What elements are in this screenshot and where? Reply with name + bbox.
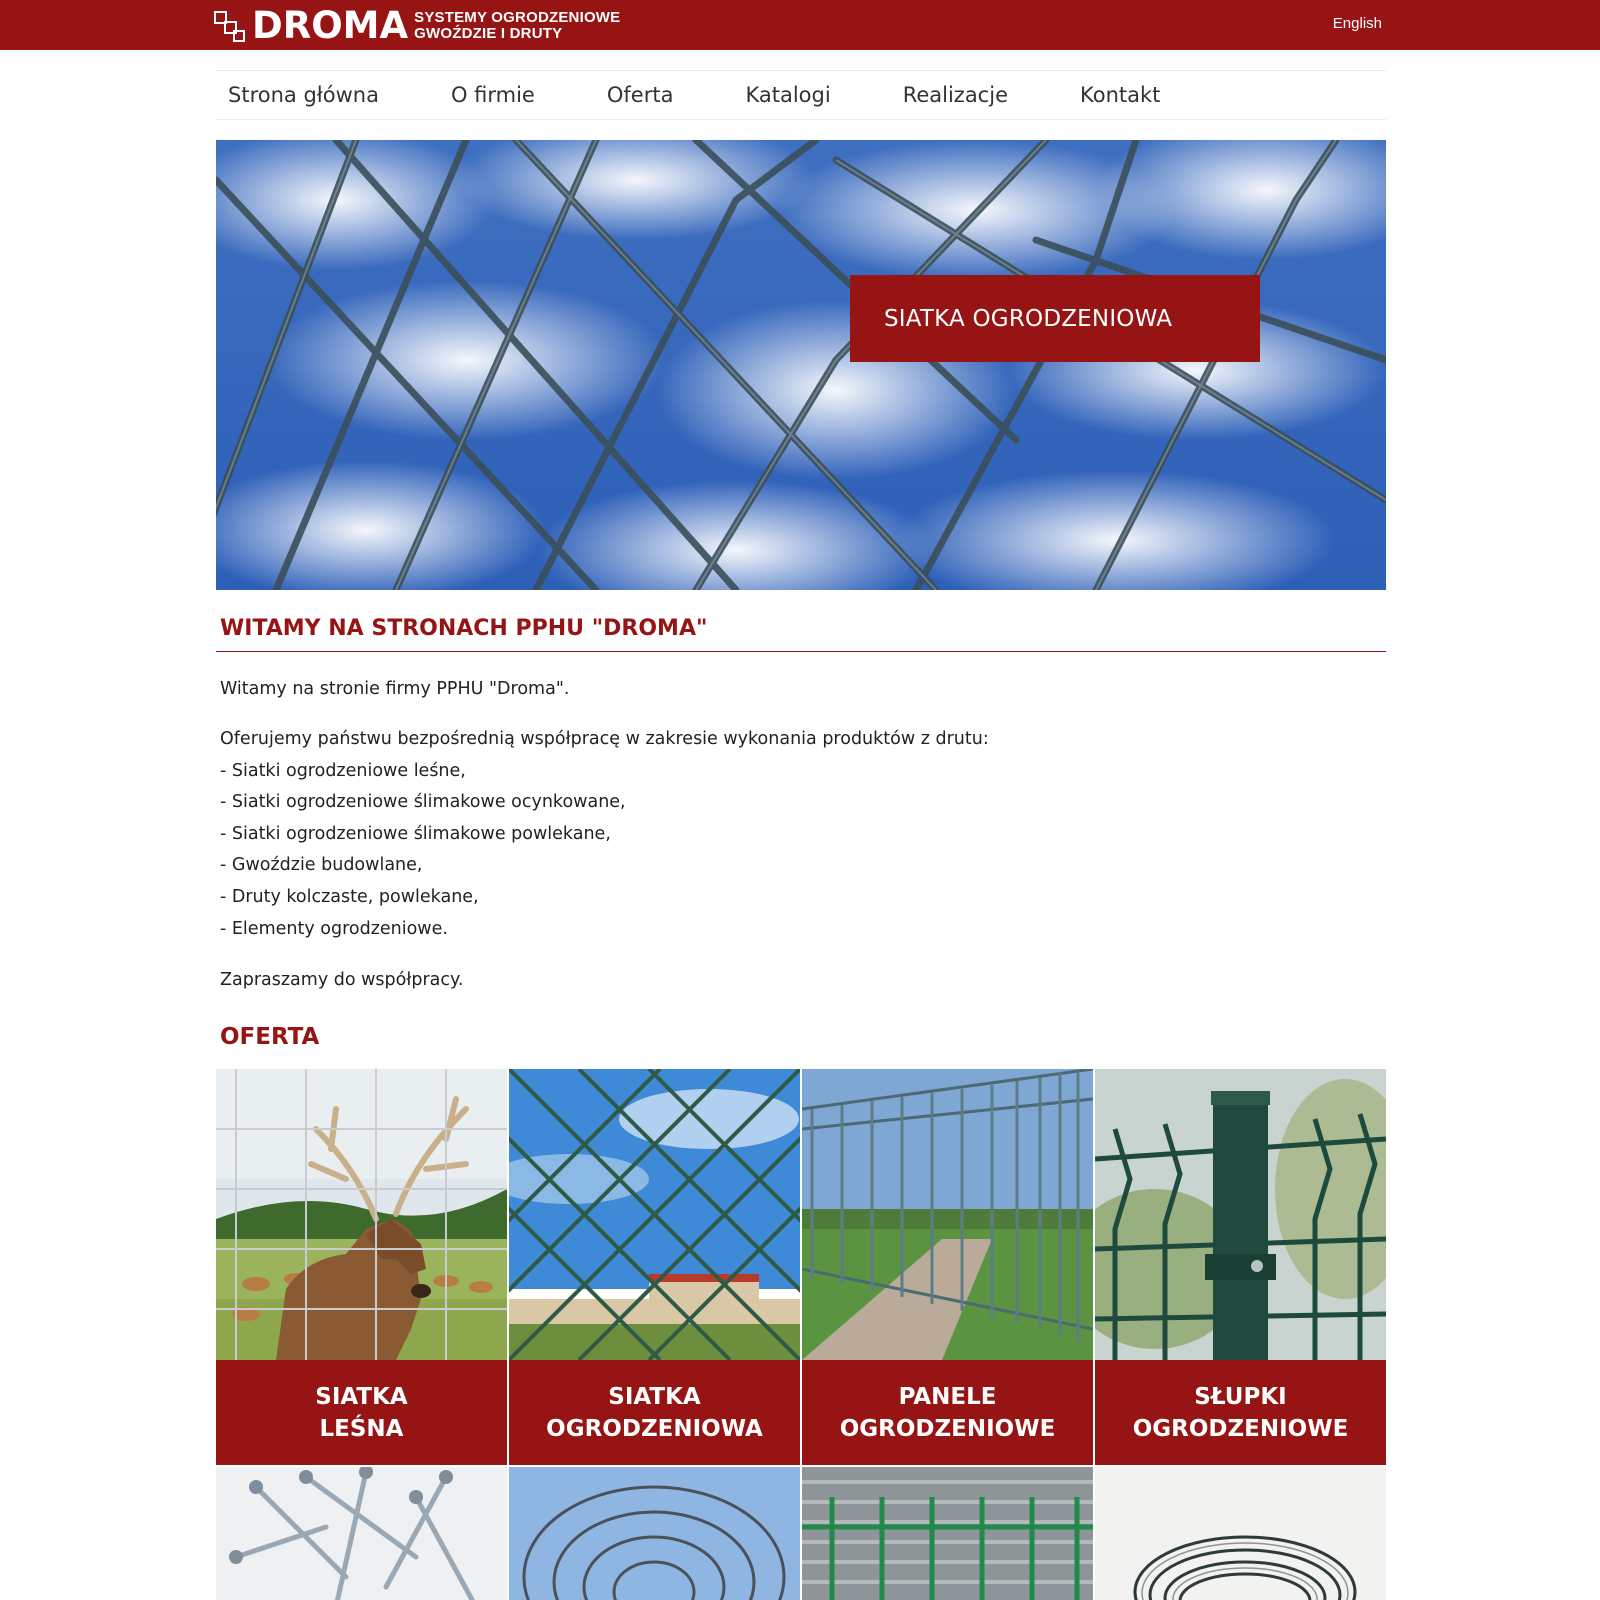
- title-divider: [216, 651, 1386, 652]
- brand-name: DROMA: [252, 4, 409, 47]
- nav-item-projects[interactable]: Realizacje: [902, 83, 1008, 107]
- fence-panels-image: [802, 1069, 1093, 1360]
- list-item: - Siatki ogrodzeniowe ślimakowe ocynkowane,: [220, 792, 626, 813]
- offer-tile-forest-mesh[interactable]: [216, 1069, 507, 1465]
- welcome-title: WITAMY NA STRONACH PPHU "DROMA": [220, 616, 708, 641]
- list-item: - Druty kolczaste, powlekane,: [220, 886, 479, 907]
- nav-item-about[interactable]: O firmie: [450, 83, 535, 107]
- offer-intro: Oferujemy państwu bezpośrednią współpracę w zakresie wykonania produktów z drutu:: [220, 729, 989, 749]
- nav-item-home[interactable]: Strona główna: [228, 83, 379, 107]
- tile-label: SŁUPKI OGRODZENIOWE: [1095, 1360, 1386, 1465]
- tile-label: PANELE OGRODZENIOWE: [802, 1360, 1093, 1465]
- language-link-english[interactable]: English: [1332, 15, 1382, 32]
- offer-tile-fence-posts[interactable]: [1095, 1069, 1386, 1465]
- tile-label: SIATKA LEŚNA: [216, 1360, 507, 1465]
- list-item: - Siatki ogrodzeniowe leśne,: [220, 760, 466, 781]
- logo[interactable]: [214, 4, 621, 47]
- hero-image-chain-link: [216, 140, 1386, 590]
- tile-label: SIATKA OGRODZENIOWA: [509, 1360, 800, 1465]
- offer-tile-wire[interactable]: [1095, 1467, 1386, 1600]
- intro-text: Witamy na stronie firmy PPHU "Droma".: [220, 679, 570, 699]
- nav-item-offer[interactable]: Oferta: [606, 83, 674, 107]
- brand-tagline: SYSTEMY OGRODZENIOWE GWOŹDZIE I DRUTY: [414, 9, 621, 42]
- offer-tile-fence-panels[interactable]: [802, 1069, 1093, 1465]
- nav-item-catalogs[interactable]: Katalogi: [745, 83, 831, 107]
- fence-post-image: [1095, 1069, 1386, 1360]
- offer-tile-nails[interactable]: [216, 1467, 507, 1600]
- deer-image: [216, 1069, 507, 1360]
- offer-description: [220, 724, 989, 945]
- chain-link-image: [509, 1069, 800, 1360]
- offer-tile-barbed-wire[interactable]: [509, 1467, 800, 1600]
- green-grating-image: [802, 1467, 1093, 1600]
- list-item: - Siatki ogrodzeniowe ślimakowe powlekane,: [220, 823, 611, 844]
- hero-banner[interactable]: [216, 140, 1386, 590]
- list-item: - Gwoździe budowlane,: [220, 855, 423, 876]
- nav-item-contact[interactable]: Kontakt: [1080, 83, 1161, 107]
- offer-tile-fence-elements[interactable]: [802, 1467, 1093, 1600]
- oferta-title: OFERTA: [220, 1024, 320, 1050]
- top-bar: [0, 0, 1600, 50]
- nails-image: [216, 1467, 507, 1600]
- offer-tile-fence-mesh[interactable]: [509, 1069, 800, 1465]
- wire-coil-image: [1095, 1467, 1386, 1600]
- closing-text: Zapraszamy do współpracy.: [220, 970, 464, 990]
- razor-wire-image: [509, 1467, 800, 1600]
- main-nav: [216, 70, 1386, 120]
- list-item: - Elementy ogrodzeniowe.: [220, 918, 448, 939]
- logo-icon: [214, 9, 248, 43]
- hero-label[interactable]: SIATKA OGRODZENIOWA: [850, 275, 1260, 362]
